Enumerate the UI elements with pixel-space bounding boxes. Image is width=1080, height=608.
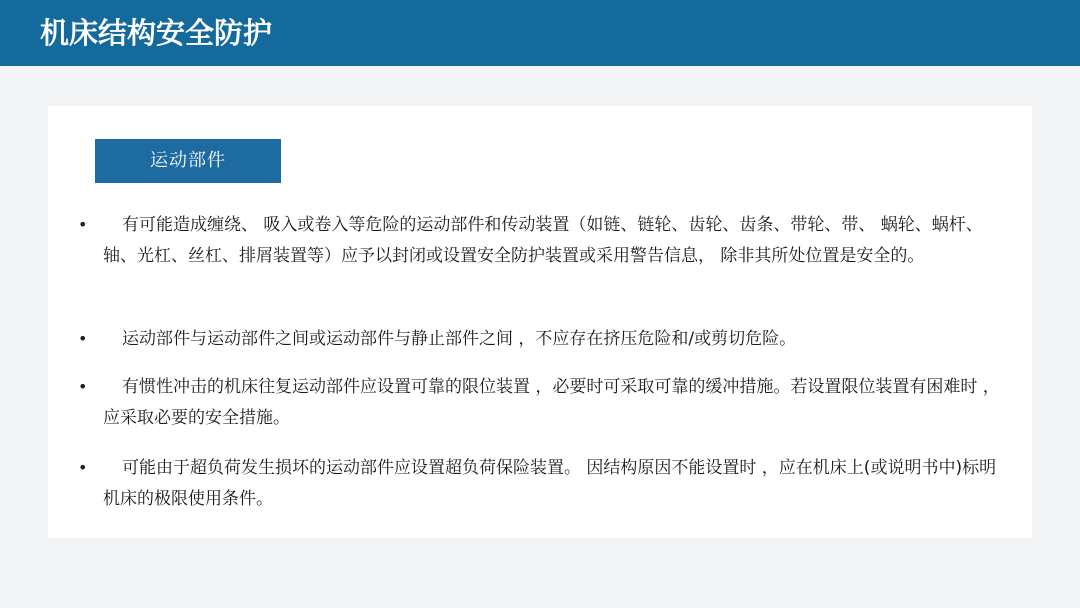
page-title: 机床结构安全防护 bbox=[40, 16, 273, 50]
section-tag: 运动部件 bbox=[95, 139, 281, 183]
header-bar bbox=[0, 0, 1080, 66]
bullet-icon: • bbox=[78, 377, 88, 396]
bullet-icon: • bbox=[78, 329, 88, 348]
bullet-icon: • bbox=[78, 458, 88, 477]
bullet-text: 可能由于超负荷发生损坏的运动部件应设置超负荷保险装置。 因结构原因不能设置时 ，应在机床上(或说明书中)标明机床的极限使用条件。 bbox=[103, 458, 997, 509]
bullet-icon: • bbox=[78, 215, 88, 234]
bullet-text: 运动部件与运动部件之间或运动部件与静止部件之间 ，不应存在挤压危险和/或剪切危险。 bbox=[122, 329, 797, 349]
bullet-text: 有惯性冲击的机床往复运动部件应设置可靠的限位装置 ，必要时可采取可靠的缓冲措施。若设置限位装置有困难时 ，应采取必要的安全措施。 bbox=[103, 377, 1000, 428]
bullet-text: 有可能造成缠绕、 吸入或卷入等危险的运动部件和传动装置（如链、链轮、齿轮、齿条、带轮、带、 蜗轮、蜗杆、轴、光杠、丝杠、排屑装置等）应予以封闭或设置安全防护装置或采用警告信息， 除非其所处位置是安全的。 bbox=[103, 215, 983, 266]
